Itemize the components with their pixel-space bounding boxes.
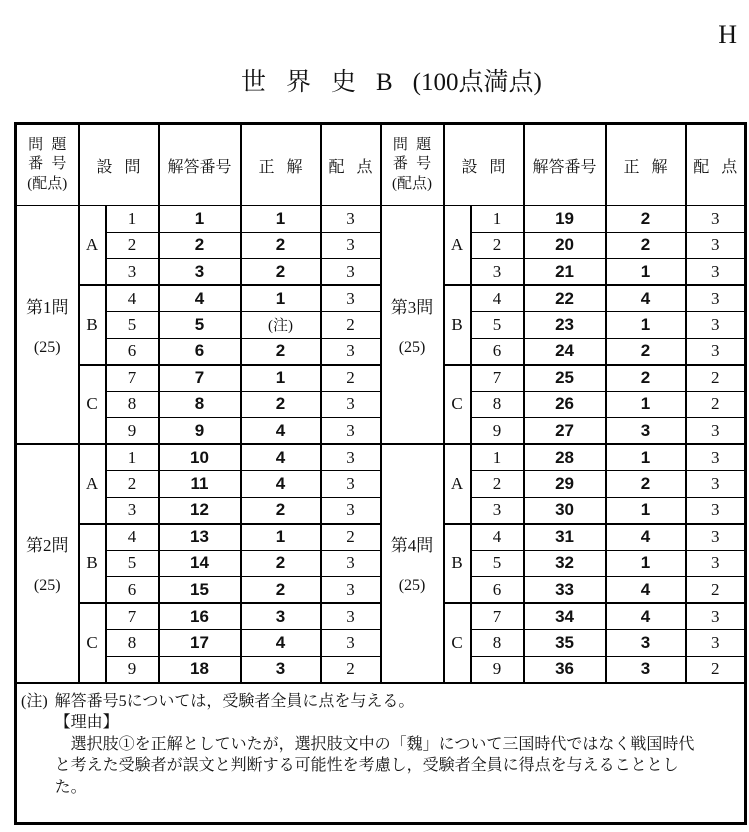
answer-number-cell: 2 (159, 232, 241, 259)
header-question-number-line2: 番 号 (392, 156, 432, 173)
block-title-cell (381, 444, 444, 683)
correct-answer-cell: 4 (606, 285, 686, 312)
block-title-cell (381, 206, 444, 445)
correct-answer-cell: 2 (606, 471, 686, 498)
answer-number-cell: 21 (524, 259, 606, 286)
header-setsumon: 設 問 (444, 124, 524, 206)
points-cell: 3 (321, 444, 381, 471)
answer-number-cell: 26 (524, 391, 606, 418)
header-question-number-line1: 問 題 (28, 136, 67, 153)
question-number-cell: 4 (106, 285, 159, 312)
points-cell: 3 (686, 444, 746, 471)
points-cell: 3 (686, 285, 746, 312)
answer-number-cell: 3 (159, 259, 241, 286)
answer-number-cell: 34 (524, 603, 606, 630)
question-number-cell: 1 (106, 444, 159, 471)
answer-number-cell: 8 (159, 391, 241, 418)
points-cell: 3 (321, 471, 381, 498)
answer-number-cell: 31 (524, 524, 606, 551)
correct-answer-cell: 3 (606, 418, 686, 445)
answer-number-cell: 19 (524, 206, 606, 233)
question-number-cell: 2 (106, 232, 159, 259)
question-number-cell: 7 (471, 603, 524, 630)
header-question-number-line3: (配点) (392, 175, 433, 192)
group-letter-cell: A (79, 444, 106, 524)
answer-number-cell: 33 (524, 577, 606, 604)
group-letter-cell: A (444, 206, 471, 286)
points-cell: 3 (321, 391, 381, 418)
points-cell: 2 (686, 391, 746, 418)
question-number-cell: 4 (471, 524, 524, 551)
question-number-cell: 2 (471, 471, 524, 498)
answer-number-cell: 36 (524, 656, 606, 683)
answer-number-cell: 10 (159, 444, 241, 471)
points-cell: 2 (686, 656, 746, 683)
points-cell: 3 (321, 577, 381, 604)
note-section (17, 684, 744, 799)
question-number-cell: 6 (471, 338, 524, 365)
header-answer-number: 解答番号 (524, 124, 606, 206)
question-number-cell: 5 (471, 312, 524, 339)
correct-answer-cell: 3 (606, 630, 686, 657)
answer-number-cell: 17 (159, 630, 241, 657)
note-reason-heading: 【理由】 (54, 714, 119, 732)
points-cell: 2 (321, 656, 381, 683)
points-cell: 2 (686, 577, 746, 604)
question-number-cell: 9 (106, 418, 159, 445)
points-cell: 3 (321, 338, 381, 365)
answer-number-cell: 16 (159, 603, 241, 630)
points-cell: 2 (321, 312, 381, 339)
header-correct: 正 解 (241, 124, 321, 206)
block-points: (25) (33, 338, 61, 356)
answer-number-cell: 24 (524, 338, 606, 365)
points-cell: 3 (686, 524, 746, 551)
question-number-cell: 3 (106, 259, 159, 286)
answer-number-cell: 13 (159, 524, 241, 551)
answer-number-cell: 5 (159, 312, 241, 339)
points-cell: 3 (686, 206, 746, 233)
block-title-cell (16, 444, 79, 683)
correct-answer-cell: 2 (241, 577, 321, 604)
answer-number-cell: 18 (159, 656, 241, 683)
table-row (16, 206, 746, 233)
note-reason-body: 選択肢①を正解としていたが，選択肢文中の「魏」について三国時代ではなく戦国時代と考えた受験者が誤文と判断する可能性を考慮し，受験者全員に得点を与えることとした。 (54, 735, 695, 796)
question-number-cell: 8 (106, 630, 159, 657)
question-number-cell: 7 (106, 365, 159, 392)
question-number-cell: 5 (471, 550, 524, 577)
question-number-cell: 1 (471, 444, 524, 471)
header-setsumon: 設 問 (79, 124, 159, 206)
answer-number-cell: 28 (524, 444, 606, 471)
question-number-cell: 6 (106, 577, 159, 604)
note-row (16, 683, 746, 824)
question-number-cell: 3 (471, 259, 524, 286)
page-title: 世 界 史 B (100点満点) (241, 69, 542, 96)
header-question-number-line1: 問 題 (392, 136, 432, 153)
header-answer-number: 解答番号 (159, 124, 241, 206)
group-letter-cell: C (79, 365, 106, 445)
group-letter-cell: A (444, 444, 471, 524)
correct-answer-cell: 1 (241, 206, 321, 233)
correct-answer-cell: 4 (241, 471, 321, 498)
header-question-number-line3: (配点) (27, 175, 68, 192)
header-question-number (381, 124, 444, 206)
answer-number-cell: 22 (524, 285, 606, 312)
group-letter-cell: C (79, 603, 106, 683)
question-number-cell: 8 (106, 391, 159, 418)
points-cell: 3 (686, 232, 746, 259)
correct-answer-cell: 1 (606, 444, 686, 471)
question-number-cell: 7 (106, 603, 159, 630)
correct-answer-cell: 2 (241, 259, 321, 286)
correct-answer-cell: 1 (241, 365, 321, 392)
question-number-cell: 3 (471, 497, 524, 524)
correct-answer-note-cell: (注) (241, 312, 321, 339)
table-row (16, 444, 746, 471)
question-number-cell: 2 (471, 232, 524, 259)
block-title-cell (16, 206, 79, 445)
correct-answer-cell: 1 (606, 259, 686, 286)
correct-answer-cell: 3 (606, 656, 686, 683)
table-header-row (16, 124, 746, 206)
points-cell: 3 (686, 497, 746, 524)
points-cell: 3 (321, 497, 381, 524)
answer-number-cell: 7 (159, 365, 241, 392)
correct-answer-cell: 1 (241, 524, 321, 551)
note-cell (16, 683, 746, 824)
question-number-cell: 6 (106, 338, 159, 365)
correct-answer-cell: 3 (241, 656, 321, 683)
header-question-number-line2: 番 号 (28, 156, 67, 173)
block-title: 第3問 (390, 297, 434, 317)
correct-answer-cell: 1 (606, 497, 686, 524)
answer-number-cell: 23 (524, 312, 606, 339)
question-number-cell: 9 (471, 418, 524, 445)
correct-answer-cell: 2 (241, 391, 321, 418)
correct-answer-cell: 2 (606, 232, 686, 259)
answer-number-cell: 4 (159, 285, 241, 312)
question-number-cell: 3 (106, 497, 159, 524)
answer-number-cell: 20 (524, 232, 606, 259)
question-number-cell: 2 (106, 471, 159, 498)
answer-table (14, 122, 747, 825)
question-number-cell: 8 (471, 630, 524, 657)
answer-number-cell: 14 (159, 550, 241, 577)
correct-answer-cell: 1 (606, 550, 686, 577)
points-cell: 3 (686, 259, 746, 286)
question-number-cell: 5 (106, 550, 159, 577)
points-cell: 3 (321, 603, 381, 630)
correct-answer-cell: 2 (241, 338, 321, 365)
answer-number-cell: 35 (524, 630, 606, 657)
correct-answer-cell: 3 (241, 603, 321, 630)
group-letter-cell: B (79, 524, 106, 604)
block-title: 第2問 (26, 536, 69, 556)
group-letter-cell: B (444, 285, 471, 365)
points-cell: 3 (686, 418, 746, 445)
correct-answer-cell: 4 (606, 524, 686, 551)
page-corner-label: H (718, 20, 737, 49)
answer-number-cell: 29 (524, 471, 606, 498)
correct-answer-cell: 4 (606, 577, 686, 604)
question-number-cell: 1 (106, 206, 159, 233)
answer-number-cell: 32 (524, 550, 606, 577)
question-number-cell: 1 (471, 206, 524, 233)
question-number-cell: 5 (106, 312, 159, 339)
group-letter-cell: B (79, 285, 106, 365)
correct-answer-cell: 4 (241, 418, 321, 445)
header-question-number (16, 124, 79, 206)
points-cell: 3 (686, 603, 746, 630)
block-points: (25) (33, 577, 61, 595)
note-line1: 解答番号5については，受験者全員に点を与える。 (54, 692, 415, 710)
block-points: (25) (398, 338, 426, 356)
answer-number-cell: 25 (524, 365, 606, 392)
points-cell: 2 (686, 365, 746, 392)
points-cell: 3 (321, 630, 381, 657)
header-correct: 正 解 (606, 124, 686, 206)
answer-number-cell: 1 (159, 206, 241, 233)
group-letter-cell: C (444, 603, 471, 683)
block-points: (25) (398, 577, 426, 595)
points-cell: 2 (321, 524, 381, 551)
question-number-cell: 9 (106, 656, 159, 683)
correct-answer-cell: 2 (606, 365, 686, 392)
correct-answer-cell: 2 (241, 550, 321, 577)
points-cell: 3 (686, 312, 746, 339)
correct-answer-cell: 2 (241, 497, 321, 524)
correct-answer-cell: 4 (606, 603, 686, 630)
correct-answer-cell: 1 (241, 285, 321, 312)
points-cell: 3 (321, 206, 381, 233)
answer-number-cell: 11 (159, 471, 241, 498)
correct-answer-cell: 2 (606, 206, 686, 233)
points-cell: 3 (686, 630, 746, 657)
points-cell: 3 (686, 550, 746, 577)
answer-number-cell: 6 (159, 338, 241, 365)
points-cell: 3 (686, 338, 746, 365)
header-points: 配 点 (321, 124, 381, 206)
answer-number-cell: 9 (159, 418, 241, 445)
correct-answer-cell: 2 (606, 338, 686, 365)
answer-number-cell: 15 (159, 577, 241, 604)
question-number-cell: 4 (471, 285, 524, 312)
points-cell: 3 (321, 550, 381, 577)
points-cell: 3 (321, 259, 381, 286)
correct-answer-cell: 2 (241, 232, 321, 259)
block-title: 第1問 (26, 297, 69, 317)
note-body (55, 691, 695, 799)
group-letter-cell: A (79, 206, 106, 286)
correct-answer-cell: 4 (241, 444, 321, 471)
points-cell: 3 (321, 285, 381, 312)
points-cell: 3 (686, 471, 746, 498)
correct-answer-cell: 1 (606, 391, 686, 418)
answer-number-cell: 12 (159, 497, 241, 524)
group-letter-cell: B (444, 524, 471, 604)
answer-number-cell: 30 (524, 497, 606, 524)
points-cell: 2 (321, 365, 381, 392)
points-cell: 3 (321, 418, 381, 445)
block-title: 第4問 (390, 536, 434, 556)
answer-number-cell: 27 (524, 418, 606, 445)
question-number-cell: 9 (471, 656, 524, 683)
header-points: 配 点 (686, 124, 746, 206)
question-number-cell: 4 (106, 524, 159, 551)
note-label: (注) (21, 692, 48, 710)
correct-answer-cell: 4 (241, 630, 321, 657)
question-number-cell: 6 (471, 577, 524, 604)
question-number-cell: 7 (471, 365, 524, 392)
question-number-cell: 8 (471, 391, 524, 418)
group-letter-cell: C (444, 365, 471, 445)
correct-answer-cell: 1 (606, 312, 686, 339)
points-cell: 3 (321, 232, 381, 259)
